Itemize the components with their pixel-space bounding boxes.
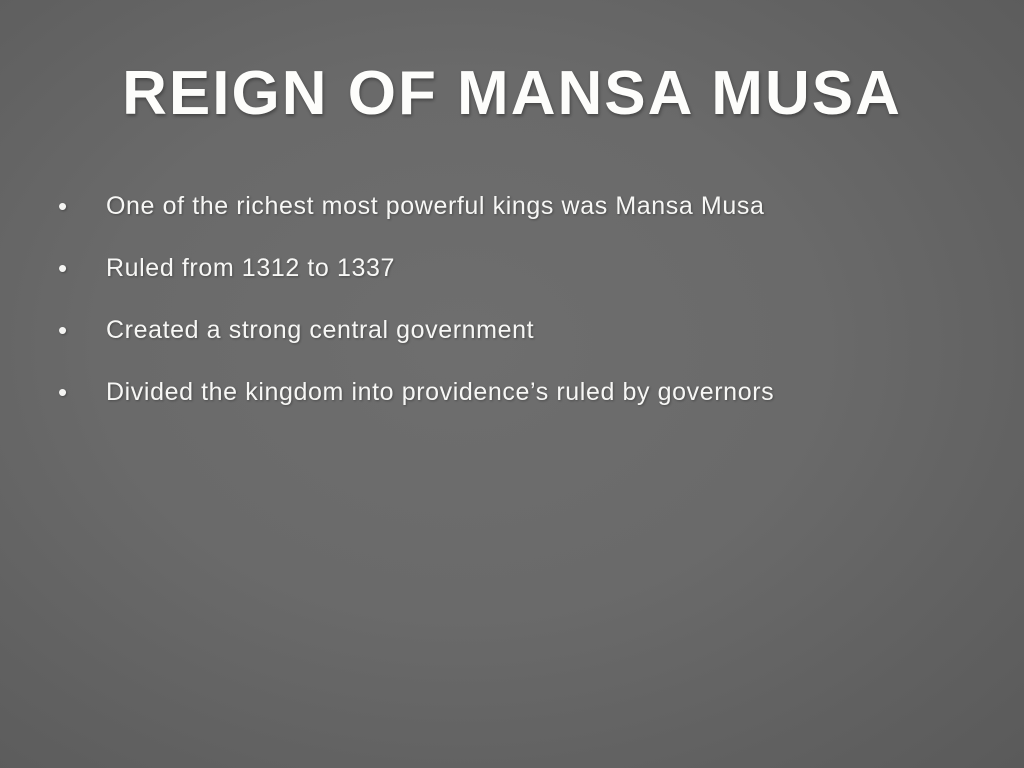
bullet-point-icon: • <box>58 315 68 345</box>
list-item-text: Ruled from 1312 to 1337 <box>106 254 395 282</box>
list-item <box>58 190 998 222</box>
list-item <box>58 376 998 408</box>
bullet-point-icon: • <box>58 191 68 221</box>
list-item-text: One of the richest most powerful kings was Mansa Musa <box>106 192 765 220</box>
list-item <box>58 314 998 346</box>
list-item-text: Divided the kingdom into providence’s ruled by governors <box>106 378 775 406</box>
bullet-point-icon: • <box>58 377 68 407</box>
list-item-text: Created a strong central government <box>106 316 535 344</box>
bullet-list <box>58 190 998 438</box>
bullet-point-icon: • <box>58 253 68 283</box>
page-title: REIGN OF MANSA MUSA <box>122 59 902 128</box>
list-item <box>58 252 998 284</box>
